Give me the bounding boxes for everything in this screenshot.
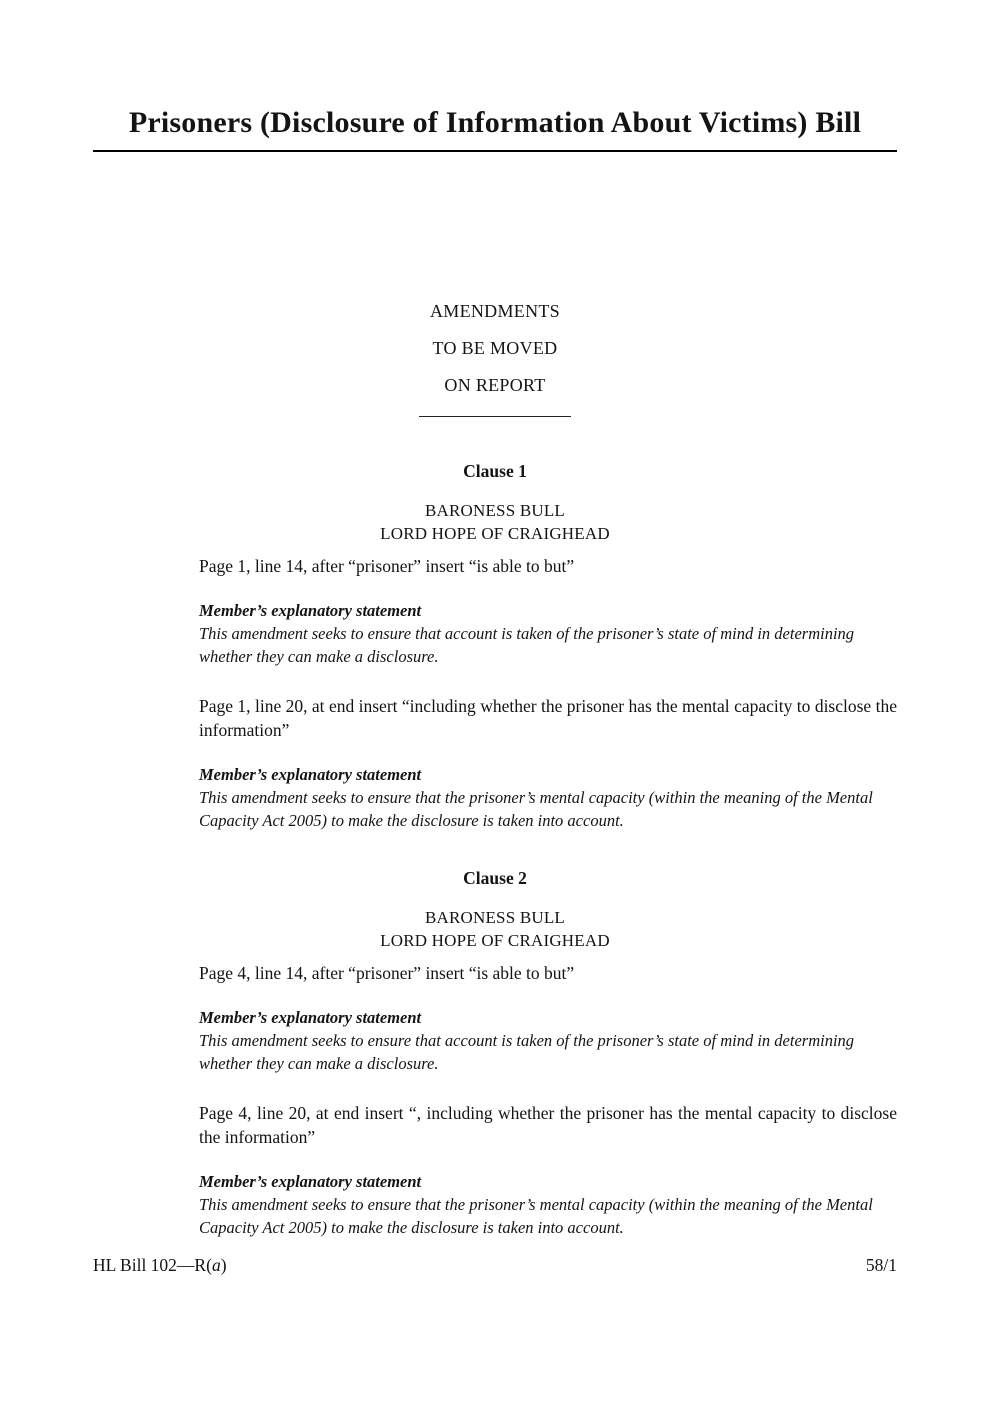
page-title: Prisoners (Disclosure of Information About Victims) Bill xyxy=(128,106,862,139)
preamble-line-on-report: ON REPORT xyxy=(444,375,546,395)
explanatory-label: Member’s explanatory statement xyxy=(199,1172,422,1191)
sponsor-name: BARONESS BULL xyxy=(424,908,566,927)
explanatory-statement xyxy=(199,599,897,668)
sponsor-list xyxy=(93,499,897,545)
explanatory-text: This amendment seeks to ensure that account is taken of the prisoner’s state of mind in determining whether they can make a disclosure. xyxy=(199,1031,855,1073)
sponsor-name: LORD HOPE OF CRAIGHEAD xyxy=(380,931,610,950)
clause-heading: Clause 2 xyxy=(463,868,527,888)
sponsor-name: BARONESS BULL xyxy=(424,501,566,520)
sponsor-list xyxy=(93,906,897,952)
amendment-text: Page 4, line 20, at end insert “, including whether the prisoner has the mental capacity to disclose the information” xyxy=(199,1103,897,1147)
bill-reference: HL Bill 102—R(a) xyxy=(93,1255,227,1275)
sheet-number: 58/1 xyxy=(865,1255,897,1275)
title-rule xyxy=(93,150,897,152)
explanatory-statement xyxy=(199,1006,897,1075)
amendment-text: Page 1, line 20, at end insert “including whether the prisoner has the mental capacity to disclose the information” xyxy=(199,696,897,740)
page-footer xyxy=(93,1254,897,1276)
explanatory-text: This amendment seeks to ensure that the prisoner’s mental capacity (within the meaning of the Mental Capacity Act 2005) to make the disclosure is taken into account. xyxy=(199,1195,873,1237)
preamble xyxy=(93,302,897,394)
explanatory-label: Member’s explanatory statement xyxy=(199,601,422,620)
preamble-line-to-be-moved: TO BE MOVED xyxy=(432,338,558,358)
explanatory-statement xyxy=(199,1170,897,1239)
explanatory-statement xyxy=(199,763,897,832)
amendment-text: Page 4, line 14, after “prisoner” insert “is able to but” xyxy=(199,963,575,983)
sponsor-name: LORD HOPE OF CRAIGHEAD xyxy=(380,524,610,543)
preamble-line-amendments: AMENDMENTS xyxy=(429,301,560,321)
explanatory-text: This amendment seeks to ensure that the prisoner’s mental capacity (within the meaning of the Mental Capacity Act 2005) to make the disclosure is taken into account. xyxy=(199,788,873,830)
explanatory-text: This amendment seeks to ensure that account is taken of the prisoner’s state of mind in determining whether they can make a disclosure. xyxy=(199,624,855,666)
explanatory-label: Member’s explanatory statement xyxy=(199,765,422,784)
clause-heading: Clause 1 xyxy=(463,461,527,481)
amendment-text: Page 1, line 14, after “prisoner” insert “is able to but” xyxy=(199,556,575,576)
explanatory-label: Member’s explanatory statement xyxy=(199,1008,422,1027)
section-divider-rule xyxy=(419,416,571,417)
